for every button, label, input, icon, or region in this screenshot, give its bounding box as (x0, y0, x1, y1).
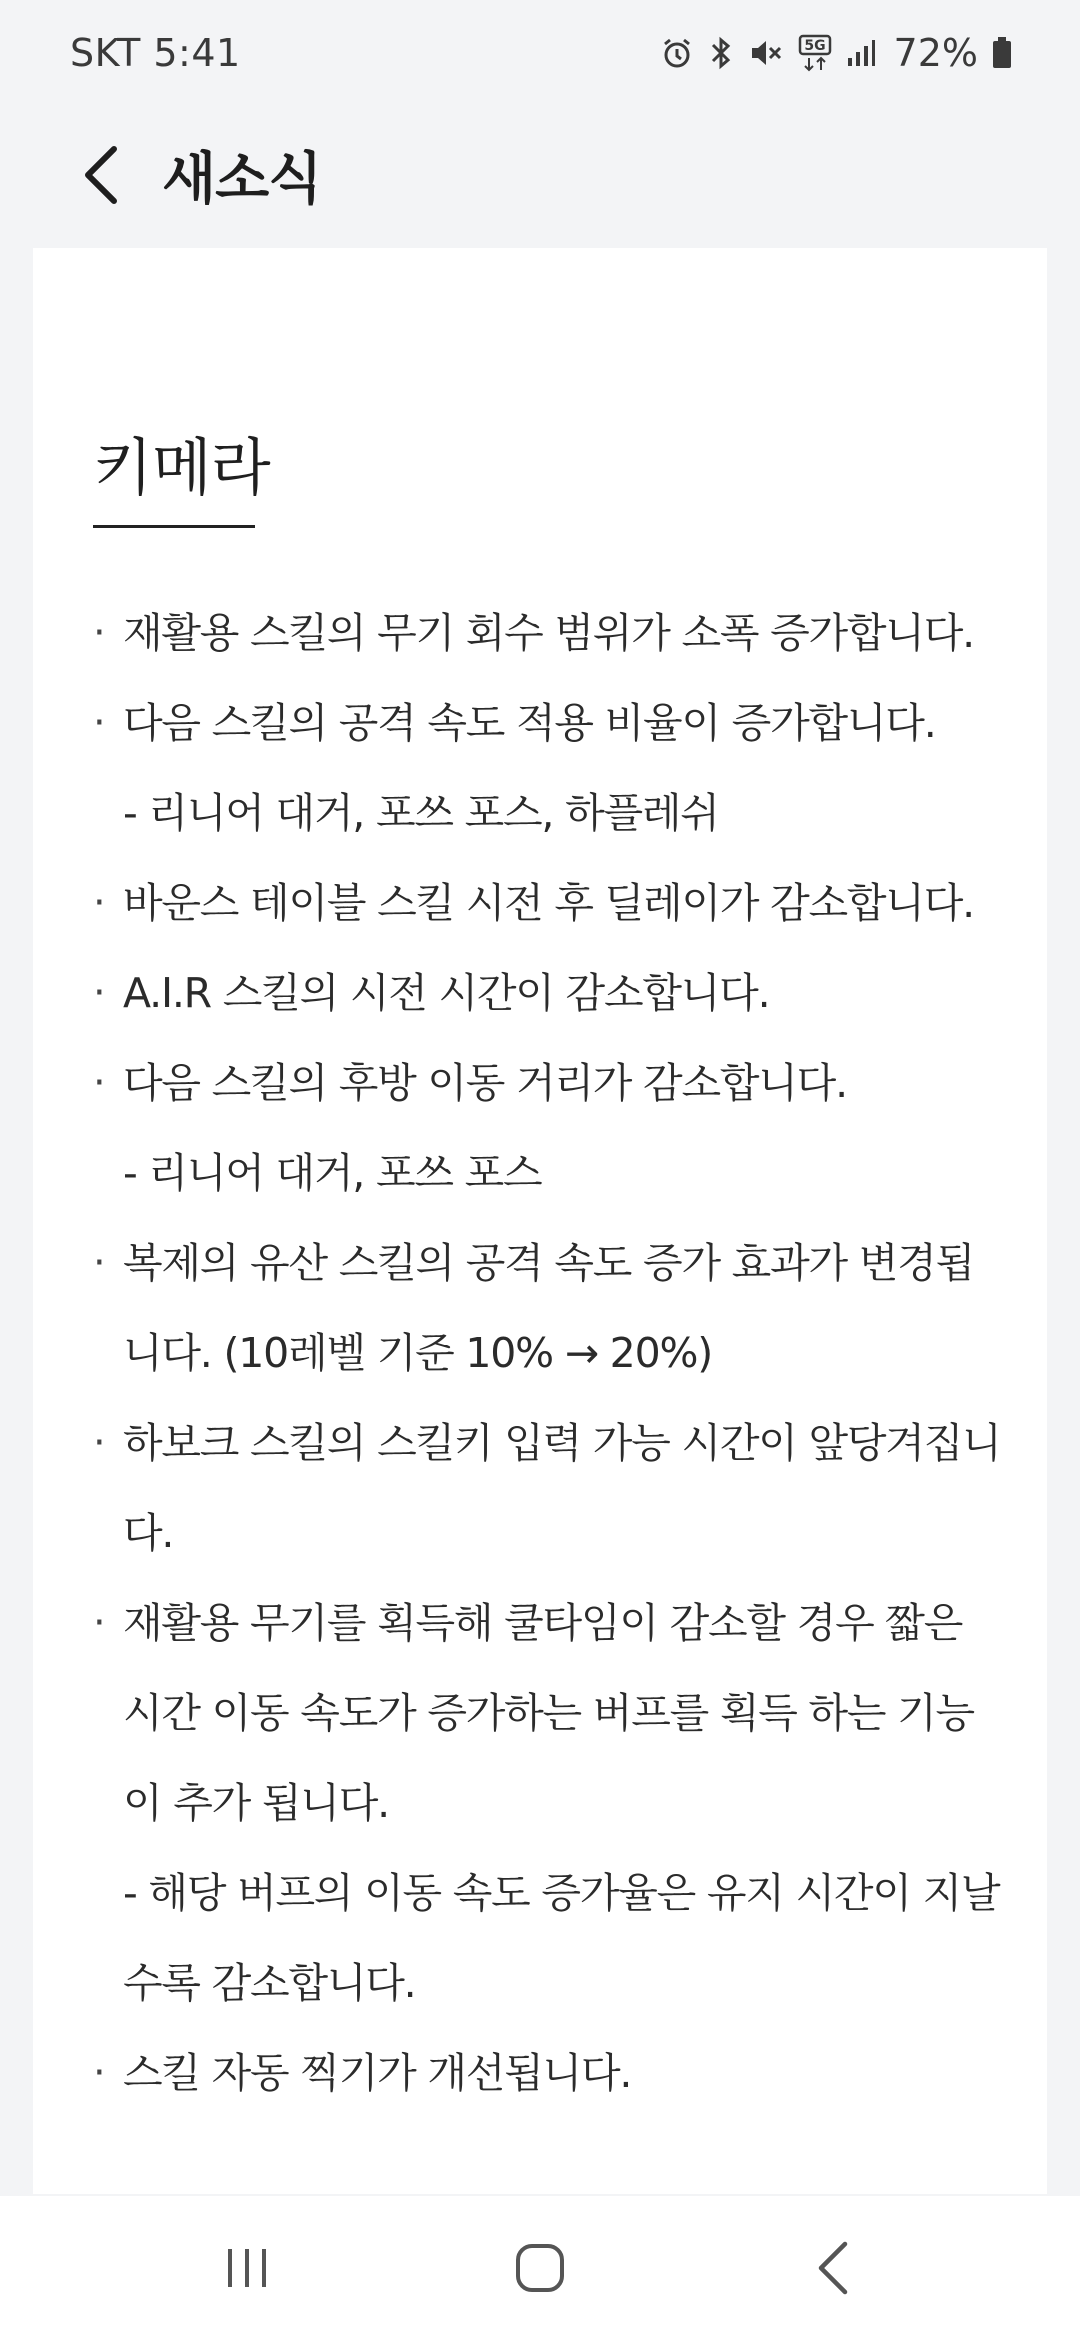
svg-text:5G: 5G (803, 37, 826, 54)
chevron-left-icon (78, 143, 122, 207)
mute-icon (748, 36, 784, 70)
back-button[interactable] (50, 125, 150, 225)
navigation-bar (0, 2196, 1080, 2340)
note-continuation: - 해당 버프의 이동 속도 증가율은 유지 시간이 지날 (123, 1869, 1000, 1917)
note-continuation: 이 추가 됩니다. (123, 1779, 389, 1827)
back-icon (813, 2240, 853, 2296)
note-continuation: - 리니어 대거, 포쓰 포스 (123, 1149, 542, 1197)
home-icon (514, 2242, 566, 2294)
recent-apps-button[interactable] (187, 2208, 307, 2328)
bluetooth-icon (708, 36, 734, 70)
alarm-icon (660, 36, 694, 70)
article-card (33, 248, 1047, 2194)
note-item: · 다음 스킬의 후방 이동 거리가 감소합니다. (93, 1038, 1033, 1128)
note-item: · 재활용 무기를 획득해 쿨타임이 감소할 경우 짧은 (93, 1578, 1033, 1668)
patch-notes-list (93, 588, 1033, 2118)
battery-percent: 72% (893, 30, 978, 75)
note-continuation: 수록 감소합니다. (123, 1959, 416, 2007)
note-item: · 스킬 자동 찍기가 개선됩니다. (93, 2028, 1033, 2118)
nav-back-button[interactable] (773, 2208, 893, 2328)
status-icons (660, 31, 1012, 75)
note-continuation: - 리니어 대거, 포쓰 포스, 하플레쉬 (123, 789, 719, 837)
note-item: · 바운스 테이블 스킬 시전 후 딜레이가 감소합니다. (93, 858, 1033, 948)
app-header (0, 105, 1080, 245)
5g-icon (798, 34, 832, 72)
status-bar (0, 0, 1080, 105)
page-title: 새소식 (162, 147, 322, 212)
note-item: · 다음 스킬의 공격 속도 적용 비율이 증가합니다. (93, 678, 1033, 768)
note-item: · A.I.R 스킬의 시전 시간이 감소합니다. (93, 948, 1033, 1038)
note-continuation: 니다. (10레벨 기준 10% → 20%) (123, 1329, 713, 1377)
note-item: · 복제의 유산 스킬의 공격 속도 증가 효과가 변경됩 (93, 1218, 1033, 1308)
home-button[interactable] (480, 2208, 600, 2328)
recent-apps-icon (222, 2243, 272, 2293)
signal-icon (846, 38, 876, 68)
carrier-time: SKT 5:41 (70, 30, 241, 75)
note-continuation: 시간 이동 속도가 증가하는 버프를 획득 하는 기능 (123, 1689, 974, 1737)
note-continuation: 다. (123, 1509, 174, 1557)
note-item: · 재활용 스킬의 무기 회수 범위가 소폭 증가합니다. (93, 588, 1033, 678)
title-underline (93, 525, 255, 528)
section-title: 키메라 (93, 431, 270, 504)
note-item: · 하보크 스킬의 스킬키 입력 가능 시간이 앞당겨집니 (93, 1398, 1033, 1488)
battery-icon (992, 37, 1012, 69)
